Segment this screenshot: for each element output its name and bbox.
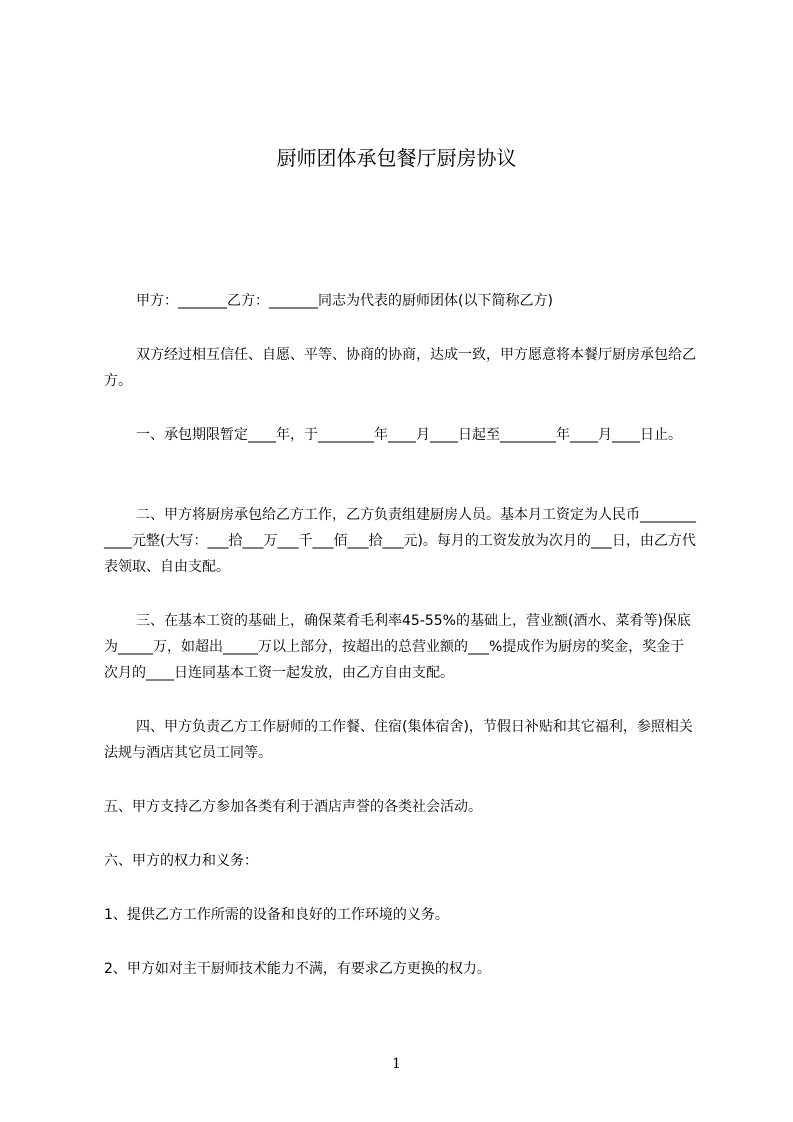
clause-3-bonus: 三、在基本工资的基础上，确保菜肴毛利率45-55%的基础上，营业额(酒水、菜肴等)保底为_____万，如超出_____万以上部分，按超出的总营业额的___%提成作为厨房的奖金，奖金于次月的____日连同基本工资一起发放，由乙方自由支配。 (104, 613, 691, 681)
clause-1-term: 一、承包期限暂定____年，于________年____月____日起至________年____月____日止。 (136, 427, 682, 443)
clause-5-activities: 五、甲方支持乙方参加各类有利于酒店声誉的各类社会活动。 (104, 799, 482, 815)
parties-line: 甲方：_______乙方：_______同志为代表的厨师团体(以下简称乙方) (136, 293, 553, 309)
page-number: 1 (392, 1056, 401, 1072)
clause-6-heading: 六、甲方的权力和义务： (104, 853, 258, 869)
preamble-paragraph: 双方经过相互信任、自愿、平等、协商的协商，达成一致，甲方愿意将本餐厅厨房承包给乙方。 (104, 347, 696, 389)
clause-2-salary: 二、甲方将厨房承包给乙方工作，乙方负责组建厨房人员。基本月工资定为人民币____________元整(大写：___拾___万___千___佰___拾___元)。每月的工资发放为次月的___日，由乙方代表领取、自由支配。 (104, 507, 696, 575)
document-title: 厨师团体承包餐厅厨房协议 (276, 146, 517, 170)
clause-6-item-2: 2、甲方如对主干厨师技术能力不满，有要求乙方更换的权力。 (104, 961, 491, 977)
clause-6-item-1: 1、提供乙方工作所需的设备和良好的工作环境的义务。 (104, 907, 449, 923)
clause-4-welfare: 四、甲方负责乙方工作厨师的工作餐、住宿(集体宿舍)，节假日补贴和其它福利，参照相关法规与酒店其它员工同等。 (104, 719, 693, 761)
